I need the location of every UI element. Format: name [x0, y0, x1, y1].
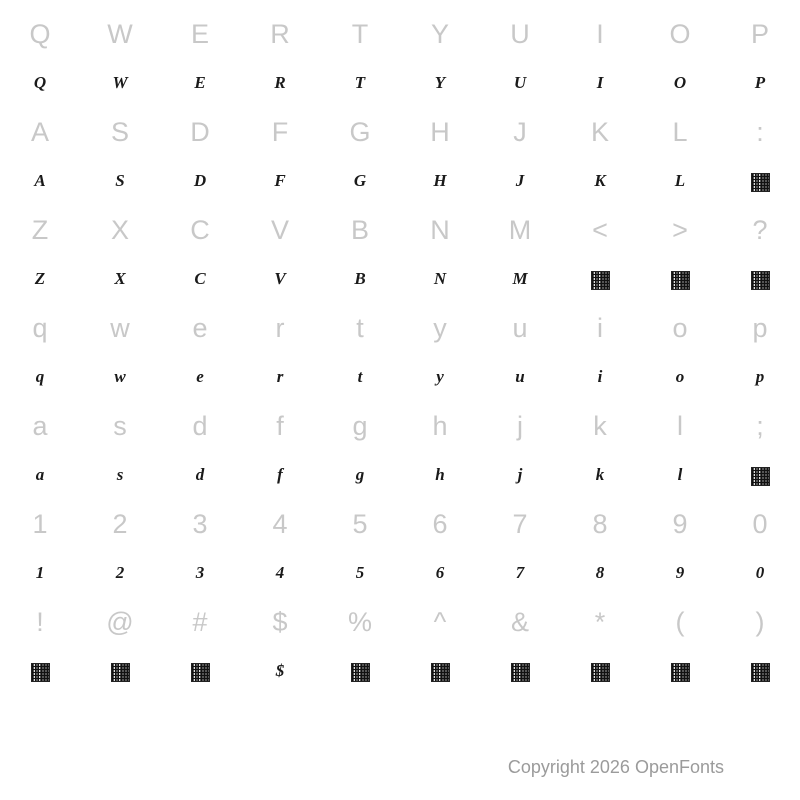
sample-row — [0, 164, 800, 198]
reference-char: W — [107, 19, 133, 49]
sample-row — [0, 262, 800, 296]
sample-glyph: A — [34, 171, 46, 190]
reference-char: < — [592, 215, 608, 245]
reference-char: o — [672, 313, 688, 343]
missing-glyph — [0, 654, 80, 688]
reference-char: ) — [755, 607, 765, 637]
reference-char: 7 — [512, 509, 528, 539]
notdef-box-icon — [751, 271, 770, 290]
reference-row — [0, 492, 800, 556]
reference-char: > — [672, 215, 688, 245]
reference-char: A — [30, 117, 49, 147]
missing-glyph — [640, 654, 720, 688]
sample-glyph: 9 — [675, 563, 685, 582]
reference-row — [0, 2, 800, 66]
sample-glyph: s — [116, 465, 124, 484]
reference-char: 0 — [752, 509, 768, 539]
reference-char: L — [672, 117, 688, 147]
notdef-box-icon — [431, 663, 450, 682]
reference-row — [0, 100, 800, 164]
sample-glyph: k — [595, 465, 605, 484]
sample-glyph: H — [433, 171, 447, 190]
sample-glyph: 0 — [755, 563, 765, 582]
sample-glyph: E — [194, 73, 206, 92]
reference-char: : — [756, 117, 764, 147]
reference-char: y — [433, 313, 447, 343]
sample-glyph: N — [433, 269, 447, 288]
reference-char: f — [276, 411, 284, 441]
sample-glyph: S — [115, 171, 125, 190]
reference-char: I — [596, 19, 604, 49]
sample-glyph: f — [277, 465, 283, 484]
sample-glyph: C — [194, 269, 206, 288]
notdef-box-icon — [591, 663, 610, 682]
reference-char: ; — [756, 411, 764, 441]
reference-char: Y — [430, 19, 449, 49]
sample-glyph: F — [274, 171, 286, 190]
reference-char: % — [347, 607, 372, 637]
sample-glyph: 2 — [115, 563, 125, 582]
sample-glyph: W — [112, 73, 128, 92]
reference-char: O — [669, 19, 691, 49]
reference-char: ( — [675, 607, 685, 637]
notdef-box-icon — [111, 663, 130, 682]
notdef-box-icon — [751, 173, 770, 192]
sample-glyph: 7 — [515, 563, 525, 582]
reference-char: P — [750, 19, 769, 49]
sample-row — [0, 66, 800, 100]
notdef-box-icon — [671, 663, 690, 682]
reference-char: Q — [29, 19, 51, 49]
sample-glyph: l — [677, 465, 683, 484]
reference-char: 5 — [352, 509, 368, 539]
sample-glyph: 5 — [355, 563, 365, 582]
sample-glyph: h — [435, 465, 445, 484]
reference-char: @ — [106, 607, 134, 637]
missing-glyph — [720, 262, 800, 296]
sample-glyph: K — [594, 171, 606, 190]
reference-char: C — [190, 215, 210, 245]
sample-glyph: I — [596, 73, 604, 92]
sample-glyph: w — [114, 367, 126, 386]
sample-glyph: p — [755, 367, 765, 386]
reference-char: K — [590, 117, 609, 147]
sample-glyph: 4 — [275, 563, 285, 582]
sample-glyph: g — [355, 465, 365, 484]
reference-char: G — [349, 117, 371, 147]
notdef-box-icon — [511, 663, 530, 682]
reference-char: j — [517, 411, 523, 441]
sample-glyph: B — [354, 269, 366, 288]
reference-row — [0, 394, 800, 458]
notdef-box-icon — [31, 663, 50, 682]
sample-glyph: 6 — [435, 563, 445, 582]
reference-char: $ — [272, 607, 288, 637]
missing-glyph — [560, 654, 640, 688]
sample-glyph: o — [675, 367, 685, 386]
reference-char: r — [275, 313, 285, 343]
reference-char: ? — [752, 215, 768, 245]
sample-glyph: J — [515, 171, 525, 190]
missing-glyph — [80, 654, 160, 688]
sample-glyph: q — [35, 367, 45, 386]
reference-char: ! — [36, 607, 44, 637]
missing-glyph — [480, 654, 560, 688]
sample-glyph: T — [354, 73, 366, 92]
reference-char: k — [593, 411, 607, 441]
reference-char: F — [271, 117, 289, 147]
reference-char: 6 — [432, 509, 448, 539]
reference-char: h — [432, 411, 448, 441]
reference-row — [0, 198, 800, 262]
sample-row — [0, 360, 800, 394]
reference-char: J — [513, 117, 527, 147]
missing-glyph — [720, 458, 800, 492]
sample-glyph: y — [436, 367, 444, 386]
reference-char: 1 — [32, 509, 48, 539]
sample-glyph: $ — [275, 661, 285, 680]
notdef-box-icon — [751, 663, 770, 682]
reference-char: # — [192, 607, 208, 637]
reference-char: i — [597, 313, 603, 343]
sample-glyph: a — [35, 465, 45, 484]
sample-glyph: U — [513, 73, 527, 92]
sample-row — [0, 458, 800, 492]
reference-char: T — [351, 19, 369, 49]
reference-char: E — [190, 19, 209, 49]
copyright-notice: Copyright 2026 OpenFonts — [507, 757, 724, 777]
reference-char: s — [113, 411, 127, 441]
reference-char: g — [352, 411, 368, 441]
reference-char: D — [190, 117, 210, 147]
reference-char: u — [512, 313, 528, 343]
reference-char: t — [356, 313, 364, 343]
missing-glyph — [400, 654, 480, 688]
reference-char: N — [430, 215, 450, 245]
reference-char: S — [110, 117, 129, 147]
notdef-box-icon — [591, 271, 610, 290]
reference-char: l — [677, 411, 683, 441]
missing-glyph — [720, 164, 800, 198]
sample-glyph: G — [353, 171, 367, 190]
reference-row — [0, 590, 800, 654]
sample-glyph: Z — [34, 269, 46, 288]
reference-char: X — [110, 215, 129, 245]
notdef-box-icon — [671, 271, 690, 290]
notdef-box-icon — [751, 467, 770, 486]
sample-glyph: 1 — [35, 563, 45, 582]
sample-glyph: L — [674, 171, 686, 190]
reference-char: H — [430, 117, 450, 147]
sample-glyph: M — [512, 269, 528, 288]
sample-glyph: X — [114, 269, 126, 288]
sample-row — [0, 556, 800, 590]
sample-glyph: V — [274, 269, 286, 288]
missing-glyph — [160, 654, 240, 688]
sample-glyph: j — [517, 465, 523, 484]
reference-char: Z — [31, 215, 49, 245]
reference-char: 3 — [192, 509, 208, 539]
reference-char: B — [350, 215, 369, 245]
missing-glyph — [720, 654, 800, 688]
missing-glyph — [560, 262, 640, 296]
reference-row — [0, 296, 800, 360]
reference-char: a — [32, 411, 48, 441]
sample-row — [0, 654, 800, 688]
sample-glyph: d — [195, 465, 205, 484]
reference-char: 8 — [592, 509, 608, 539]
missing-glyph — [320, 654, 400, 688]
notdef-box-icon — [191, 663, 210, 682]
reference-char: V — [270, 215, 289, 245]
reference-char: M — [508, 215, 532, 245]
reference-char: d — [192, 411, 208, 441]
reference-char: 2 — [112, 509, 128, 539]
reference-char: e — [192, 313, 208, 343]
reference-char: w — [110, 313, 130, 343]
sample-glyph: e — [196, 367, 204, 386]
missing-glyph — [640, 262, 720, 296]
reference-char: * — [594, 607, 606, 637]
sample-glyph: D — [193, 171, 207, 190]
sample-glyph: r — [276, 367, 284, 386]
reference-char: q — [32, 313, 48, 343]
sample-glyph: 8 — [595, 563, 605, 582]
sample-glyph: P — [754, 73, 766, 92]
reference-char: U — [510, 19, 530, 49]
sample-glyph: Q — [33, 73, 47, 92]
sample-glyph: 3 — [195, 563, 205, 582]
notdef-box-icon — [351, 663, 370, 682]
sample-glyph: R — [274, 73, 286, 92]
sample-glyph: i — [597, 367, 603, 386]
reference-char: 9 — [672, 509, 688, 539]
reference-char: p — [752, 313, 768, 343]
sample-glyph: Y — [434, 73, 446, 92]
reference-char: 4 — [272, 509, 288, 539]
reference-char: & — [510, 607, 529, 637]
sample-glyph: t — [357, 367, 363, 386]
sample-glyph: u — [515, 367, 525, 386]
reference-char: R — [270, 19, 290, 49]
sample-glyph: O — [673, 73, 687, 92]
reference-char: ^ — [433, 607, 447, 637]
